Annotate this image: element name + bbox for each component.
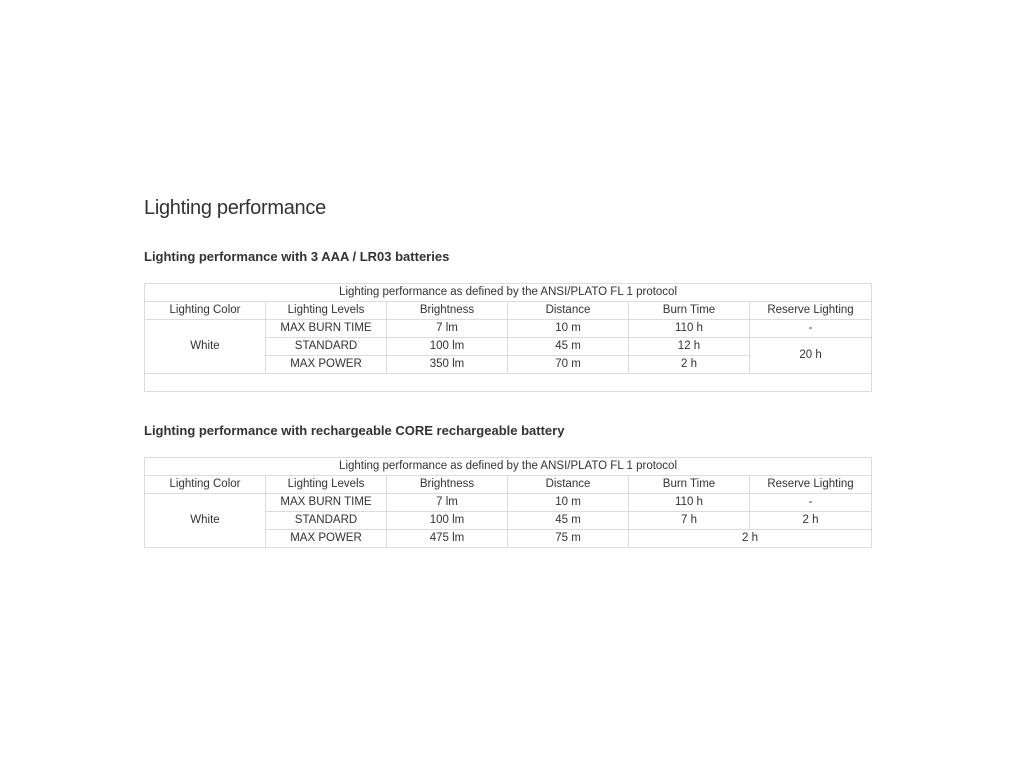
page-title: Lighting performance [144, 197, 326, 219]
cell-burn-time: 110 h [629, 320, 750, 338]
section-title-aaa-batteries: Lighting performance with 3 AAA / LR03 batteries [144, 249, 450, 264]
header-distance: Distance [508, 476, 629, 494]
cell-brightness: 350 lm [387, 356, 508, 374]
cell-reserve: 2 h [750, 512, 872, 530]
header-burn-time: Burn Time [629, 302, 750, 320]
cell-level: MAX BURN TIME [266, 320, 387, 338]
cell-level: MAX POWER [266, 530, 387, 548]
cell-brightness: 7 lm [387, 494, 508, 512]
performance-table-aaa [144, 283, 872, 392]
cell-burn-time-reserve: 2 h [629, 530, 872, 548]
cell-brightness: 475 lm [387, 530, 508, 548]
table-caption: Lighting performance as defined by the ANSI/PLATO FL 1 protocol [145, 458, 872, 476]
section-title-core-battery: Lighting performance with rechargeable CORE rechargeable battery [144, 423, 565, 438]
header-reserve-lighting: Reserve Lighting [750, 476, 872, 494]
table-header-row [145, 476, 872, 494]
performance-table-core [144, 457, 872, 548]
header-brightness: Brightness [387, 302, 508, 320]
cell-reserve: - [750, 494, 872, 512]
table-caption-row [145, 458, 872, 476]
cell-distance: 45 m [508, 338, 629, 356]
cell-distance: 75 m [508, 530, 629, 548]
header-lighting-color: Lighting Color [145, 302, 266, 320]
header-lighting-levels: Lighting Levels [266, 302, 387, 320]
header-lighting-levels: Lighting Levels [266, 476, 387, 494]
cell-brightness: 100 lm [387, 512, 508, 530]
cell-burn-time: 2 h [629, 356, 750, 374]
table-empty-row [145, 374, 872, 392]
header-brightness: Brightness [387, 476, 508, 494]
header-distance: Distance [508, 302, 629, 320]
header-reserve-lighting: Reserve Lighting [750, 302, 872, 320]
table-caption-row [145, 284, 872, 302]
cell-level: STANDARD [266, 512, 387, 530]
cell-lighting-color: White [145, 320, 266, 374]
cell-distance: 10 m [508, 494, 629, 512]
cell-burn-time: 110 h [629, 494, 750, 512]
table-row [145, 320, 872, 338]
table-row [145, 494, 872, 512]
cell-distance: 70 m [508, 356, 629, 374]
cell-level: STANDARD [266, 338, 387, 356]
cell-lighting-color: White [145, 494, 266, 548]
cell-reserve: 20 h [750, 338, 872, 374]
cell-brightness: 100 lm [387, 338, 508, 356]
cell-level: MAX POWER [266, 356, 387, 374]
table-header-row [145, 302, 872, 320]
cell-reserve: - [750, 320, 872, 338]
cell-burn-time: 12 h [629, 338, 750, 356]
header-burn-time: Burn Time [629, 476, 750, 494]
cell-distance: 45 m [508, 512, 629, 530]
header-lighting-color: Lighting Color [145, 476, 266, 494]
cell-distance: 10 m [508, 320, 629, 338]
cell-level: MAX BURN TIME [266, 494, 387, 512]
cell-brightness: 7 lm [387, 320, 508, 338]
cell-burn-time: 7 h [629, 512, 750, 530]
table-caption: Lighting performance as defined by the ANSI/PLATO FL 1 protocol [145, 284, 872, 302]
empty-cell [145, 374, 872, 392]
